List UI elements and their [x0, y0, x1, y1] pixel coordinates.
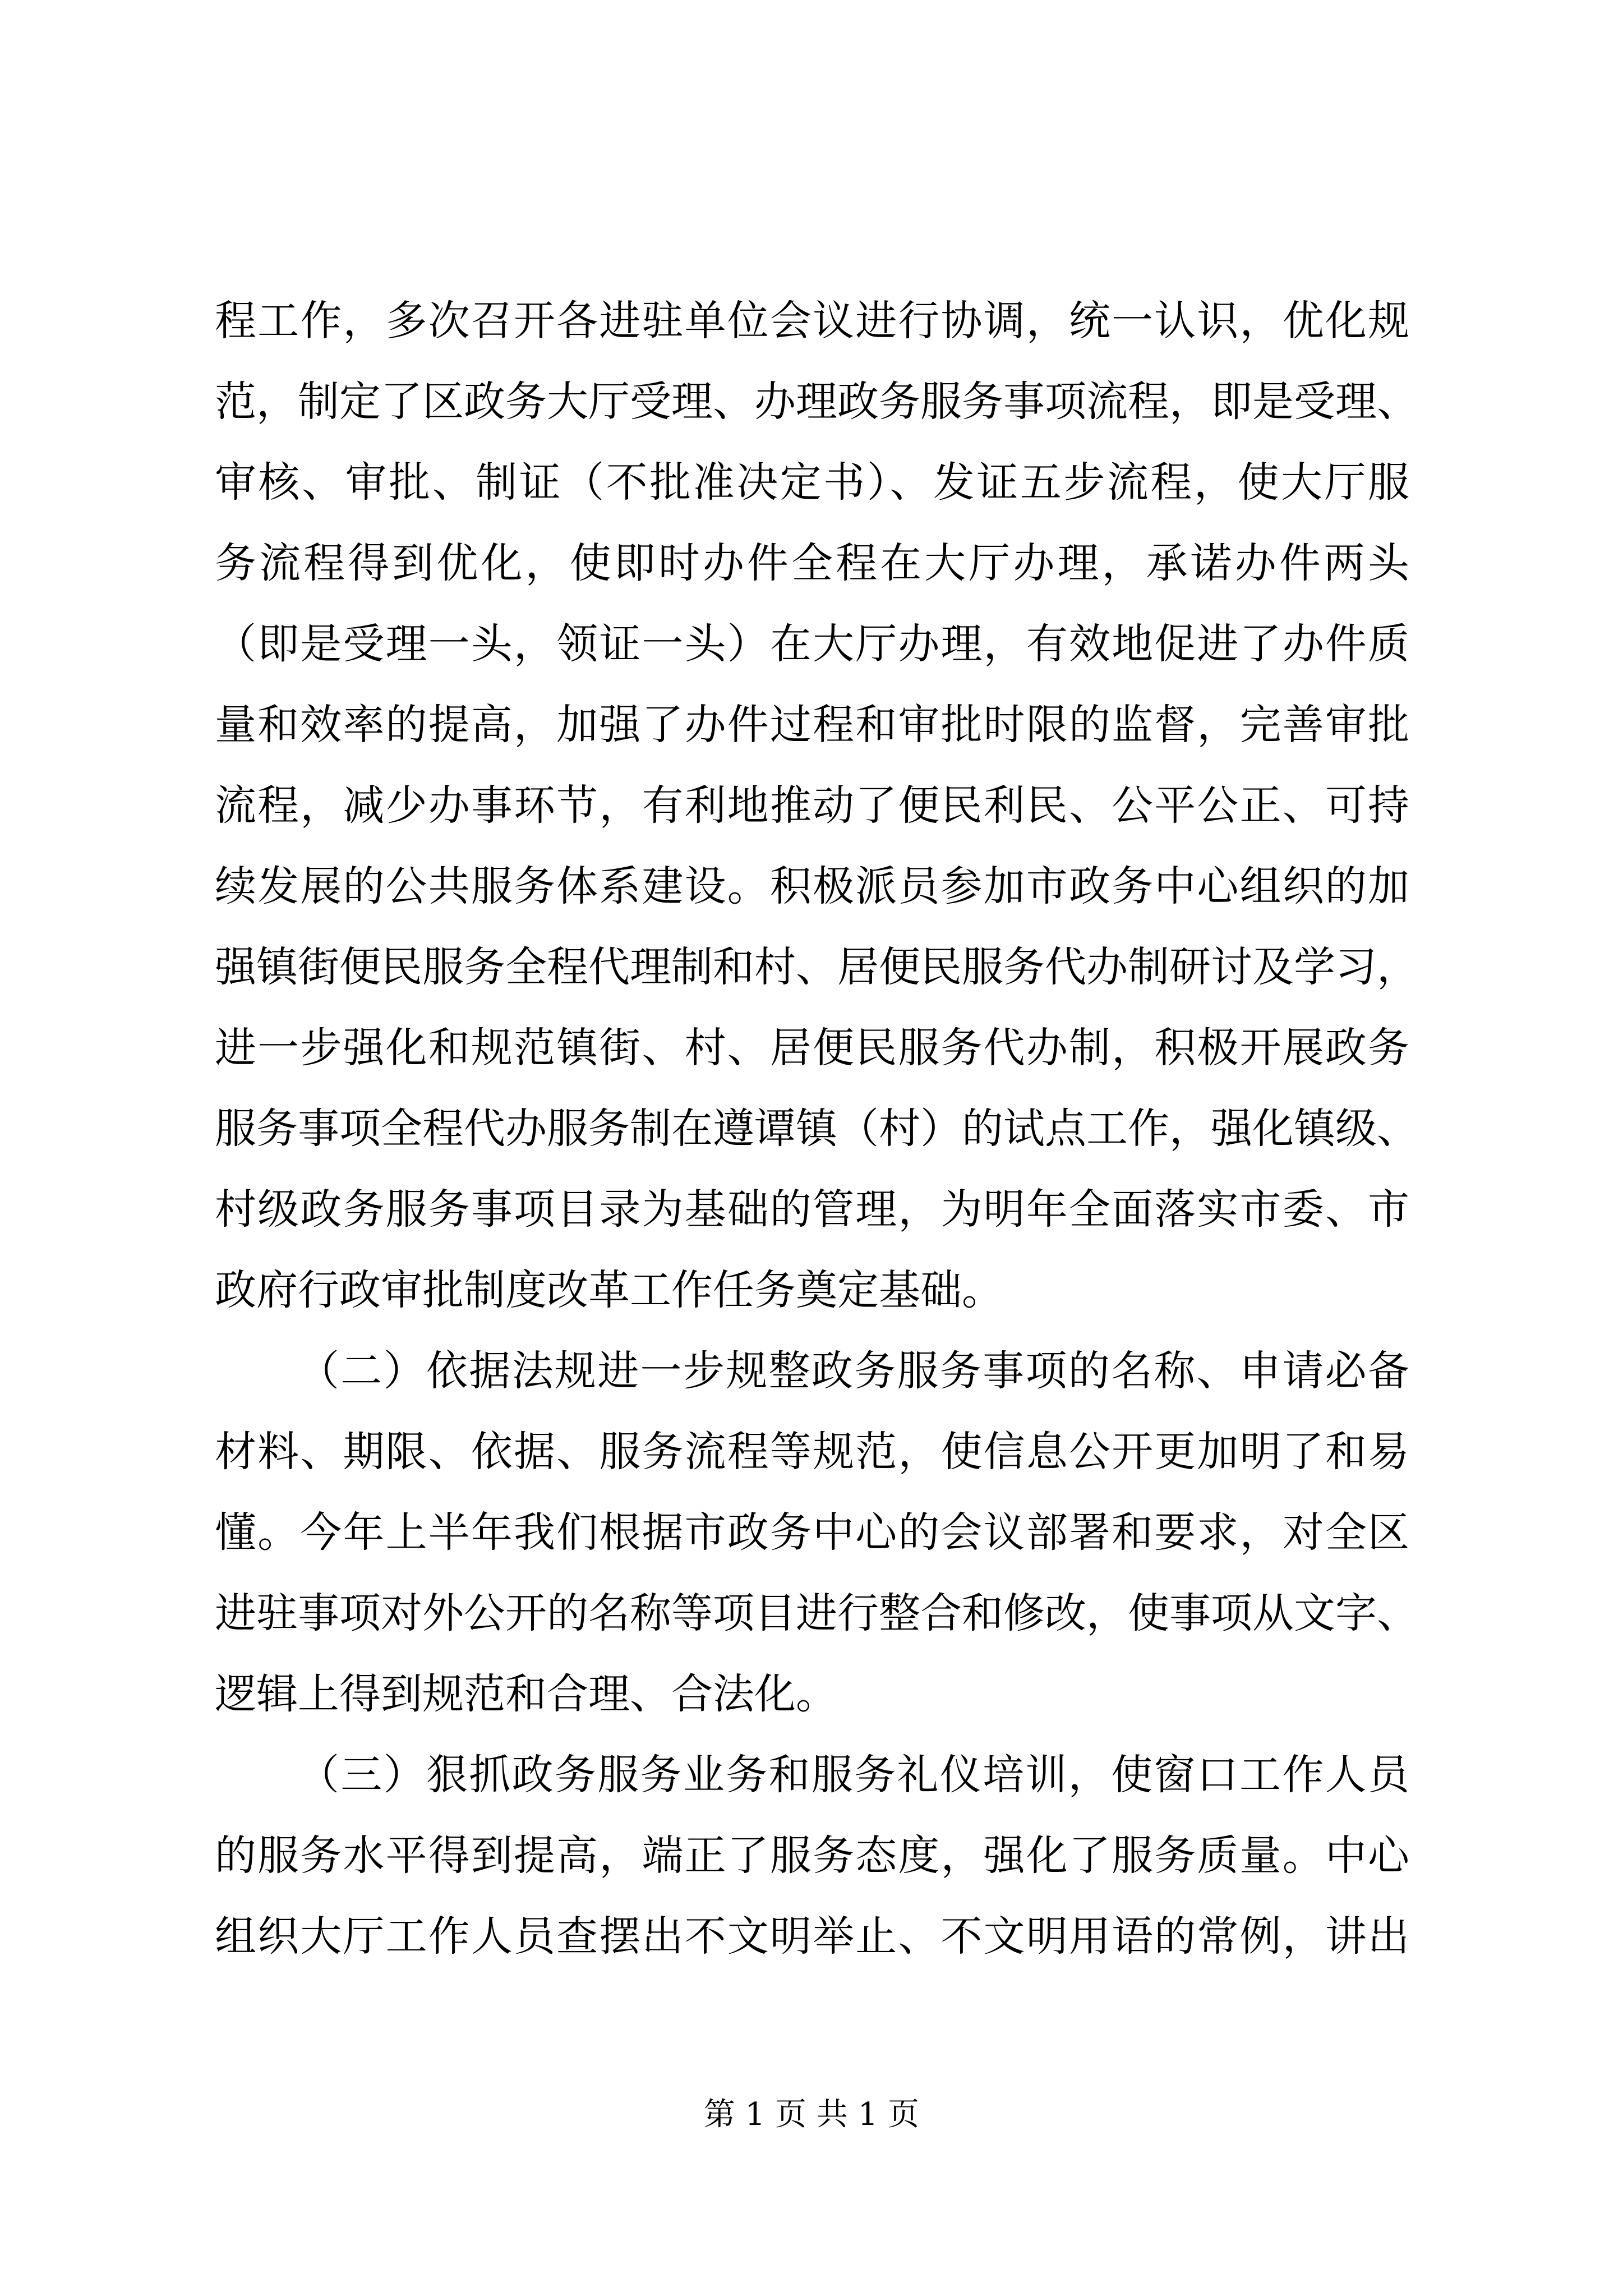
text-line: 强镇街便民服务全程代理制和村、居便民服务代办制研讨及学习， — [215, 943, 1418, 991]
text-line: （即是受理一头，领证一头）在大厅办理，有效地促进了办件质 — [215, 620, 1409, 668]
text-line: 服务事项全程代办服务制在遵谭镇（村）的试点工作，强化镇级、 — [215, 1105, 1418, 1153]
text-line: 逻辑上得到规范和合理、合法化。 — [215, 1670, 837, 1718]
paragraph-start-line: （三）狠抓政务服务业务和服务礼仪培训，使窗口工作人员 — [298, 1751, 1409, 1799]
text-line: 程工作，多次召开各进驻单位会议进行协调，统一认识，优化规 — [215, 297, 1409, 345]
text-line: 流程，减少办事环节，有利地推动了便民利民、公平公正、可持 — [215, 781, 1409, 830]
text-line: 村级政务服务事项目录为基础的管理，为明年全面落实市委、市 — [215, 1185, 1409, 1234]
text-line: 范，制定了区政务大厅受理、办理政务服务事项流程，即是受理、 — [215, 378, 1418, 426]
text-line: 进驻事项对外公开的名称等项目进行整合和修改，使事项从文字、 — [215, 1589, 1418, 1637]
text-line: 政府行政审批制度改革工作任务奠定基础。 — [215, 1266, 1003, 1314]
text-line: 材料、期限、依据、服务流程等规范，使信息公开更加明了和易 — [215, 1428, 1409, 1476]
text-line: 进一步强化和规范镇街、村、居便民服务代办制，积极开展政务 — [215, 1024, 1409, 1072]
text-line: 务流程得到优化，使即时办件全程在大厅办理，承诺办件两头 — [215, 539, 1409, 587]
body-text — [215, 280, 1418, 1977]
text-line: 懂。今年上半年我们根据市政务中心的会议部署和要求，对全区 — [215, 1508, 1409, 1557]
text-line: 续发展的公共服务体系建设。积极派员参加市政务中心组织的加 — [215, 862, 1409, 910]
text-line: 审核、审批、制证（不批准决定书）、发证五步流程，使大厅服 — [215, 458, 1409, 507]
paragraph-start-line: （二）依据法规进一步规整政务服务事项的名称、申请必备 — [298, 1347, 1409, 1395]
text-line: 组织大厅工作人员查摆出不文明举止、不文明用语的常例，讲出 — [215, 1912, 1409, 1961]
page-number-footer: 第 1 页 共 1 页 — [703, 2096, 920, 2133]
text-line: 量和效率的提高，加强了办件过程和审批时限的监督，完善审批 — [215, 701, 1409, 749]
text-line: 的服务水平得到提高，端正了服务态度，强化了服务质量。中心 — [215, 1832, 1409, 1880]
